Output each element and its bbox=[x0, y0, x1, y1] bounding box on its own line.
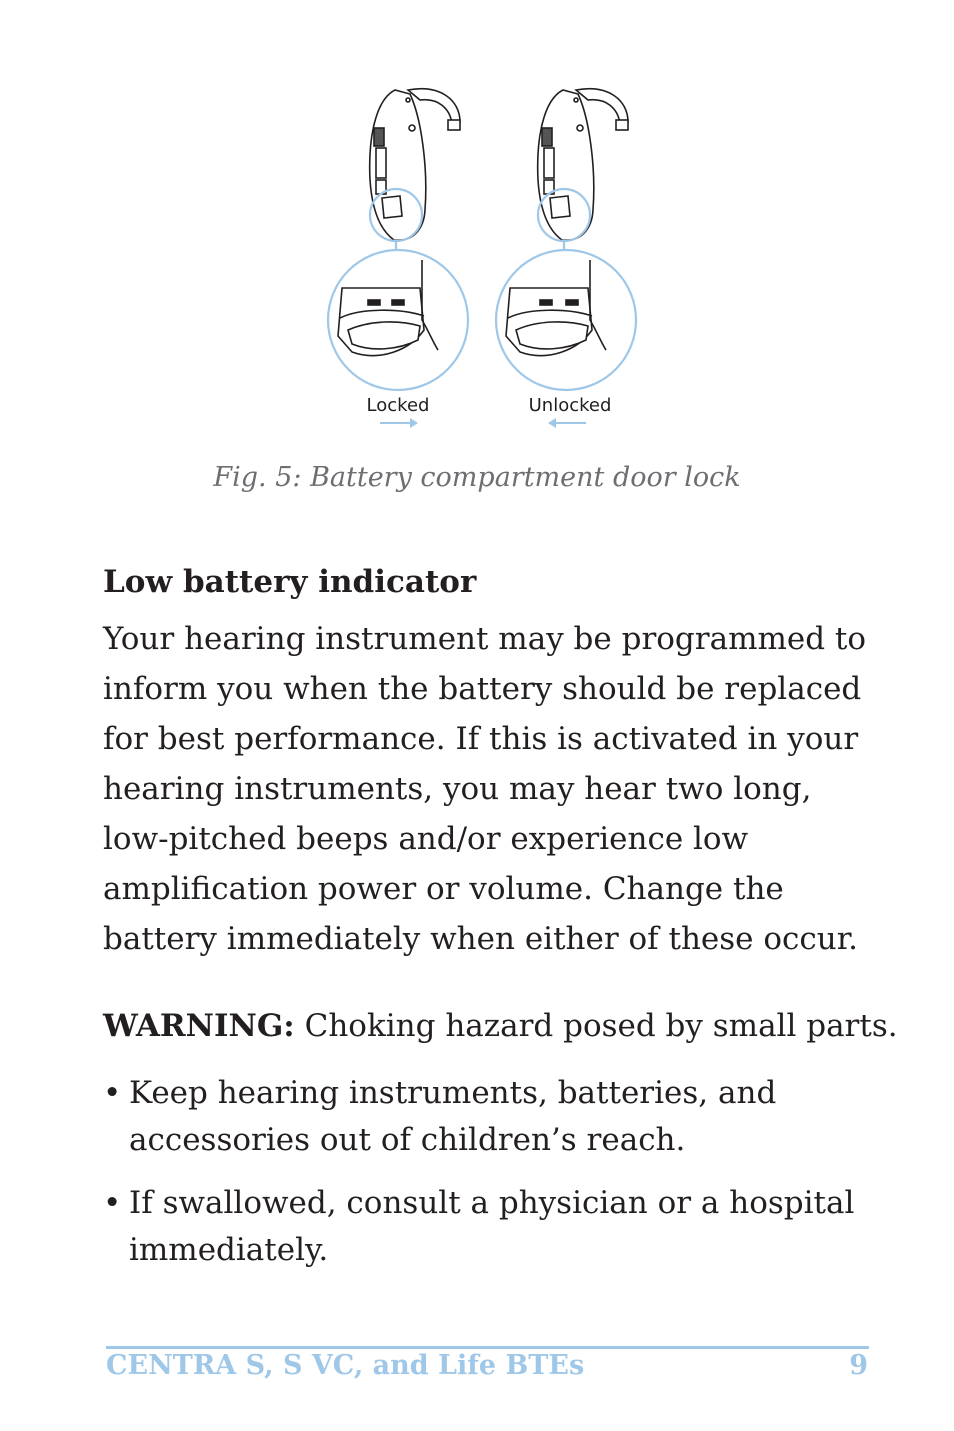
body-line: Your hearing instrument may be programmed to bbox=[103, 621, 867, 657]
bullet-line: immediately. bbox=[129, 1232, 329, 1268]
body-line: low-pitched beeps and/or experience low bbox=[103, 821, 749, 857]
warning-text: Choking hazard posed by small parts. bbox=[294, 1008, 898, 1044]
unlocked-label: Unlocked bbox=[528, 395, 612, 416]
locked-label: Locked bbox=[366, 395, 430, 416]
list-item bbox=[103, 1070, 893, 1164]
bullet-line: Keep hearing instruments, batteries, and bbox=[129, 1075, 777, 1111]
footer-title: CENTRA S, S VC, and Life BTEs bbox=[106, 1350, 585, 1381]
list-item bbox=[103, 1180, 893, 1274]
warning-statement bbox=[103, 1008, 898, 1044]
footer-divider bbox=[106, 1346, 869, 1349]
body-line: hearing instruments, you may hear two long, bbox=[103, 771, 812, 807]
body-line: amplification power or volume. Change the bbox=[103, 871, 784, 907]
bullet-icon: • bbox=[103, 1075, 122, 1111]
bullet-icon: • bbox=[103, 1185, 122, 1221]
body-line: for best performance. If this is activated in your bbox=[103, 721, 859, 757]
arrow-right-icon bbox=[380, 418, 418, 428]
arrow-left-icon bbox=[548, 418, 586, 428]
page-number: 9 bbox=[849, 1350, 868, 1381]
section-heading: Low battery indicator bbox=[103, 564, 477, 600]
bullet-line: accessories out of children’s reach. bbox=[129, 1122, 686, 1158]
body-line: inform you when the battery should be replaced bbox=[103, 671, 862, 707]
figure-caption: Fig. 5: Battery compartment door lock bbox=[213, 462, 741, 493]
hearing-aid-unlocked bbox=[538, 89, 628, 240]
warning-bullet-list bbox=[103, 1070, 893, 1290]
bullet-line: If swallowed, consult a physician or a hospital bbox=[129, 1185, 855, 1221]
battery-door-illustration bbox=[300, 80, 660, 440]
body-line: battery immediately when either of these occur. bbox=[103, 921, 859, 957]
section-body bbox=[103, 614, 873, 964]
zoom-detail-unlocked bbox=[496, 250, 636, 390]
zoom-detail-locked bbox=[328, 250, 468, 390]
hearing-aid-locked bbox=[370, 89, 460, 240]
warning-label: WARNING: bbox=[103, 1008, 295, 1044]
battery-door-figure bbox=[300, 80, 660, 440]
